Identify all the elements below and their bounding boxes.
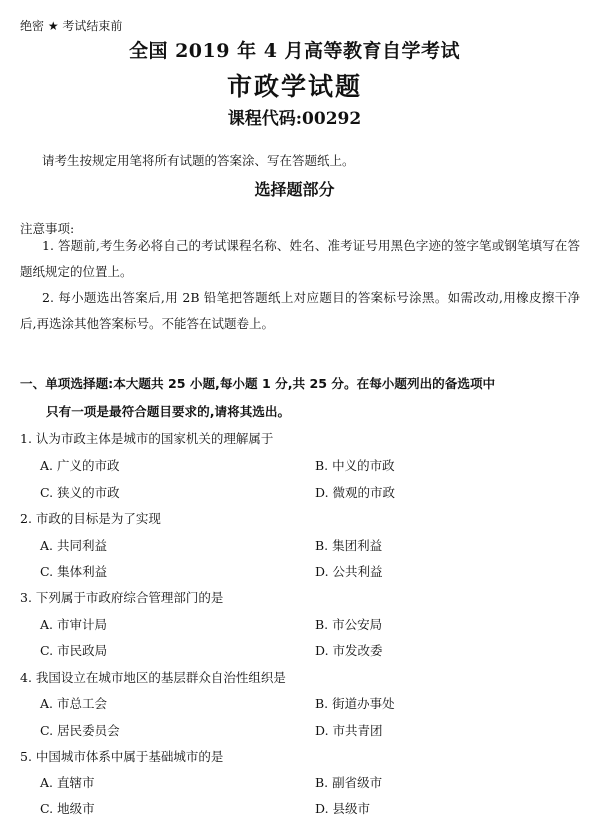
part-title: 选择题部分	[254, 180, 335, 199]
question-stem: 4. 我国设立在城市地区的基层群众自治性组织是	[20, 670, 286, 685]
option-c: C. 狭义的市政	[40, 485, 120, 500]
confidential-label: 绝密 ★ 考试结束前	[20, 19, 123, 33]
option-a: A. 直辖市	[40, 775, 95, 790]
notes-heading: 注意事项:	[20, 221, 75, 236]
option-c: C. 地级市	[40, 801, 95, 816]
course-code: 课程代码:00292	[227, 109, 362, 129]
option-a: A. 市审计局	[40, 617, 107, 632]
question-stem: 3. 下列属于市政府综合管理部门的是	[20, 590, 224, 605]
question-stem: 2. 市政的目标是为了实现	[20, 511, 161, 526]
note-item: 1. 答题前,考生务必将自己的考试课程名称、姓名、准考证号用黑色字迹的签字笔或钢笔填写在答题纸规定的位置上。	[20, 238, 580, 279]
option-b: B. 街道办事处	[315, 696, 395, 711]
subject-title: 市政学试题	[226, 72, 362, 101]
question-stem: 5. 中国城市体系中属于基础城市的是	[20, 749, 224, 764]
option-a: A. 市总工会	[40, 696, 107, 711]
section-header: 一、单项选择题:本大题共 25 小题,每小题 1 分,共 25 分。在每小题列出的备选项中	[20, 376, 496, 391]
option-b: B. 副省级市	[315, 775, 383, 790]
option-b: B. 集团利益	[315, 538, 383, 553]
option-c: C. 居民委员会	[40, 723, 120, 738]
option-a: A. 广义的市政	[40, 458, 120, 473]
option-a: A. 共同利益	[40, 538, 107, 553]
option-d: D. 公共利益	[315, 564, 383, 579]
option-d: D. 县级市	[315, 801, 371, 816]
option-c: C. 集体利益	[40, 564, 108, 579]
exam-title: 全国 2019 年 4 月高等教育自学考试	[128, 40, 461, 62]
general-instruction: 请考生按规定用笔将所有试题的答案涂、写在答题纸上。	[42, 153, 355, 168]
note-item: 2. 每小题选出答案后,用 2B 铅笔把答题纸上对应题目的答案标号涂黑。如需改动,用橡皮擦干净后,再选涂其他答案标号。不能答在试题卷上。	[20, 290, 580, 331]
option-d: D. 微观的市政	[315, 485, 396, 500]
option-c: C. 市民政局	[40, 643, 108, 658]
section-header-continued: 只有一项是最符合题目要求的,请将其选出。	[46, 404, 291, 419]
question-stem: 1. 认为市政主体是城市的国家机关的理解属于	[20, 431, 274, 446]
option-b: B. 中义的市政	[315, 458, 395, 473]
option-b: B. 市公安局	[315, 617, 383, 632]
option-d: D. 市共青团	[315, 723, 383, 738]
option-d: D. 市发改委	[315, 643, 383, 658]
